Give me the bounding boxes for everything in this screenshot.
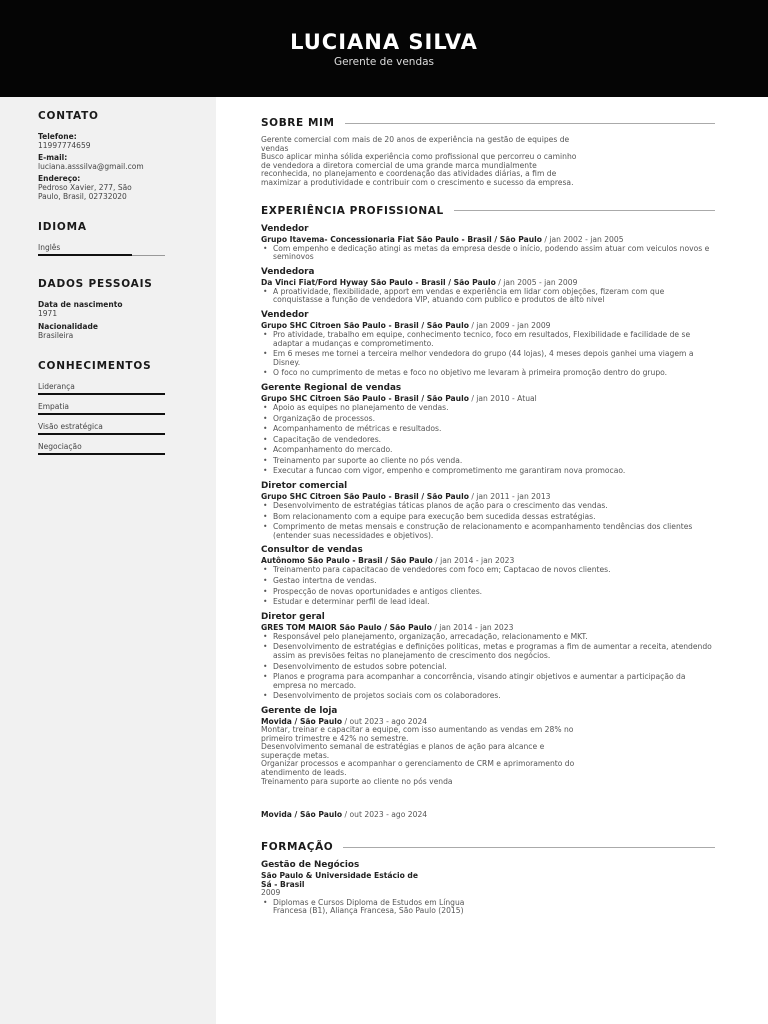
list-item: • Em 6 meses me tornei a terceira melhor vendedora do grupo (44 lojas), 4 meses depois ganhei uma viagem a Disney. <box>261 350 715 367</box>
job-description-line: atendimento de leads. <box>261 767 347 777</box>
job-dates: / jan 2014 - jan 2023 <box>431 622 514 632</box>
about-line: Busco aplicar minha sólida experiência como profissional que percorreu o caminho <box>261 152 577 162</box>
job-meta <box>261 556 715 565</box>
skill-level-bar <box>38 393 165 397</box>
skill-name: Empatia <box>38 402 70 411</box>
list-item: • Pro atividade, trabalho em equipe, conhecimento tecnico, foco em resultados, Flexibilidade e facilidade de se adaptar a mudanças e comprometimento. <box>261 331 715 348</box>
about-line: reconhecida, no planejamento e coordenação das atividades diárias, a fim de <box>261 169 557 179</box>
job-entry <box>261 310 715 378</box>
about-line: maximizar a produtividade e contribuir com o crescimento e sucesso da empresa. <box>261 177 574 187</box>
nationality-value: Brasileira <box>38 331 74 340</box>
list-item: • Treinamento par suporte ao cliente no pós venda. <box>261 457 715 466</box>
skill-item <box>38 442 192 457</box>
job-title: Gerente de loja <box>261 705 338 716</box>
skill-name: Liderança <box>38 382 75 391</box>
skills-section <box>38 360 192 457</box>
list-item: • Desenvolvimento de estratégias e definições politicas, metas e programas a fim de aumentar a receita, atendendo assim as previsões feitas no planejamento de crescimento dos negócios. <box>261 643 715 660</box>
list-item: • Capacitação de vendedores. <box>261 436 715 445</box>
job-title: Diretor geral <box>261 611 325 622</box>
job-company: Grupo SHC Citroen São Paulo - Brasil / São Paulo <box>261 393 469 403</box>
job-entry <box>261 545 715 606</box>
job-description-line: primeiro trimestre e 42% no semestre. <box>261 733 409 743</box>
sidebar <box>0 97 216 1024</box>
job-description <box>261 726 715 786</box>
job-title: Gerente Regional de vendas <box>261 382 402 393</box>
job-meta <box>261 394 715 403</box>
job-company: Movida / São Paulo <box>261 810 343 820</box>
job-bullets <box>261 404 715 476</box>
language-item <box>38 243 192 258</box>
birth-value: 1971 <box>38 309 58 318</box>
job-description-line: Organizar processos e acompanhar o gerenciamento de CRM e aprimoramento do <box>261 759 575 769</box>
personal-title: DADOS PESSOAIS <box>38 278 153 290</box>
list-item: • Responsável pelo planejamento, organização, arrecadação, relacionamento e MKT. <box>261 633 715 642</box>
email-value: luciana.asssilva@gmail.com <box>38 162 144 171</box>
job-description-line: Montar, treinar e capacitar a equipe, com isso aumentando as vendas em 28% no <box>261 724 574 734</box>
job-dates: / out 2023 - ago 2024 <box>342 716 428 726</box>
list-item: • Acompanhamento do mercado. <box>261 446 715 455</box>
skill-level-fill <box>38 393 165 395</box>
job-dates: / out 2023 - ago 2024 <box>342 810 428 820</box>
contact-title: CONTATO <box>38 110 99 122</box>
job-entry-last <box>261 706 715 786</box>
job-dates: / jan 2014 - jan 2023 <box>432 556 515 566</box>
job-entry <box>261 383 715 476</box>
skill-level-bar <box>38 453 165 457</box>
education-bullets <box>261 899 471 916</box>
personal-section <box>38 278 192 340</box>
list-item: • Desenvolvimento de estratégias táticas planos de ação para o crescimento das vendas. <box>261 502 715 511</box>
skill-name: Negociação <box>38 442 82 451</box>
job-meta <box>261 623 715 632</box>
candidate-role: Gerente de vendas <box>333 56 435 68</box>
job-company: Grupo Itavema- Concessionaria Fiat São Paulo - Brasil / São Paulo <box>261 234 542 244</box>
list-item: • Diplomas e Cursos Diploma de Estudos em Língua Francesa (B1), Aliança Francesa, São Paulo (2015) <box>261 899 471 916</box>
job-dates: / jan 2010 - Atual <box>468 393 537 403</box>
language-title: IDIOMA <box>38 221 87 233</box>
skills-title: CONHECIMENTOS <box>38 360 152 372</box>
job-description-line: Treinamento para suporte ao cliente no pós venda <box>261 776 453 786</box>
job-bullets <box>261 245 715 262</box>
job-description-line: Desenvolvimento semanal de estratégias e planos de ação para alcance e <box>261 742 545 752</box>
list-item: • Prospecção de novas oportunidades e antigos clientes. <box>261 588 715 597</box>
job-company: Da Vinci Fiat/Ford Hyway São Paulo - Brasil / São Paulo <box>261 277 496 287</box>
about-title: SOBRE MIM <box>261 117 335 129</box>
language-name: Inglês <box>38 243 61 252</box>
school-line-1: São Paulo & Universidade Estácio de <box>261 871 419 881</box>
job-bullets <box>261 566 715 606</box>
contact-section <box>38 110 192 201</box>
job-company: GRES TOM MAIOR São Paulo / São Paulo <box>261 622 432 632</box>
main-content <box>261 117 715 918</box>
school-line-2: Sá - Brasil <box>261 880 305 890</box>
job-dates: / jan 2011 - jan 2013 <box>468 492 551 502</box>
list-item: • Planos e programa para acompanhar a concorrência, visando atingir objetivos e aumentar a participação da empresa no mercado. <box>261 673 715 690</box>
job-meta-extra <box>261 810 715 819</box>
job-entry <box>261 481 715 540</box>
job-bullets <box>261 633 715 701</box>
experience-section-title <box>261 205 715 217</box>
birth-label: Data de nascimento <box>38 300 123 309</box>
job-entry <box>261 267 715 305</box>
experience-list <box>261 224 715 701</box>
job-bullets <box>261 331 715 378</box>
section-divider <box>343 847 715 848</box>
about-line: de vendedora a diretora comercial de uma grande marca mundialmente <box>261 160 537 170</box>
skill-name: Visão estratégica <box>38 422 103 431</box>
skill-level-bar <box>38 413 165 417</box>
skill-item <box>38 422 192 437</box>
list-item: • O foco no cumprimento de metas e foco no objetivo me levaram à primeira promoção dentro do grupo. <box>261 369 715 378</box>
address-label: Endereço: <box>38 174 81 183</box>
list-item: • Treinamento para capacitacao de vendedores com foco em; Captacao de novos clientes. <box>261 566 715 575</box>
section-divider <box>454 210 715 211</box>
experience-title: EXPERIÊNCIA PROFISSIONAL <box>261 204 444 217</box>
job-dates: / jan 2005 - jan 2009 <box>495 277 578 287</box>
skill-item <box>38 382 192 397</box>
degree-name: Gestão de Negócios <box>261 860 360 871</box>
job-dates: / jan 2002 - jan 2005 <box>541 234 624 244</box>
education-section-title <box>261 841 715 853</box>
skill-level-fill <box>38 433 165 435</box>
job-title: Vendedor <box>261 309 309 320</box>
candidate-name: LUCIANA SILVA <box>290 30 478 54</box>
education-title: FORMAÇÃO <box>261 841 334 854</box>
job-company: Autônomo São Paulo - Brasil / São Paulo <box>261 556 433 566</box>
list-item: • Acompanhamento de métricas e resultados. <box>261 425 715 434</box>
section-divider <box>345 123 715 124</box>
job-title: Consultor de vendas <box>261 545 363 556</box>
phone-value: 11997774659 <box>38 141 91 150</box>
job-company: Grupo SHC Citroen São Paulo - Brasil / São Paulo <box>261 492 469 502</box>
about-line: vendas <box>261 143 289 153</box>
job-title: Diretor comercial <box>261 481 348 492</box>
resume-header <box>0 0 768 97</box>
job-title: Vendedor <box>261 223 309 234</box>
list-item: • Comprimento de metas mensais e construção de relacionamento e acompanhamento tendências dos clientes (entender suas necessidades e objetivos). <box>261 523 715 540</box>
list-item: • Bom relacionamento com a equipe para execução bem sucedida dessas estratégias. <box>261 513 715 522</box>
list-item: • Desenvolvimento de projetos sociais com os colaboradores. <box>261 692 715 701</box>
job-bullets <box>261 288 715 305</box>
job-title: Vendedora <box>261 266 315 277</box>
skill-level-fill <box>38 453 165 455</box>
about-section-title <box>261 117 715 129</box>
list-item: • Executar a funcao com vigor, empenho e comprometimento me garantiram nova promocao. <box>261 467 715 476</box>
nationality-label: Nacionalidade <box>38 322 98 331</box>
job-entry <box>261 612 715 701</box>
address-line-1: Pedroso Xavier, 277, São <box>38 183 132 192</box>
job-bullets <box>261 502 715 540</box>
email-label: E-mail: <box>38 153 68 162</box>
list-item: • Desenvolvimento de estudos sobre potencial. <box>261 663 715 672</box>
education-year: 2009 <box>261 888 281 898</box>
about-line: Gerente comercial com mais de 20 anos de experiência na gestão de equipes de <box>261 135 570 144</box>
job-meta <box>261 235 715 244</box>
job-entry <box>261 224 715 262</box>
list-item: • Apoio as equipes no planejamento de vendas. <box>261 404 715 413</box>
address-line-2: Paulo, Brasil, 02732020 <box>38 192 127 201</box>
job-dates: / jan 2009 - jan 2009 <box>468 320 551 330</box>
job-company: Grupo SHC Citroen São Paulo - Brasil / São Paulo <box>261 320 469 330</box>
job-meta <box>261 321 715 330</box>
list-item: • Estudar e determinar perfil de lead ideal. <box>261 598 715 607</box>
phone-label: Telefone: <box>38 132 77 141</box>
job-meta <box>261 278 715 287</box>
skill-level-fill <box>38 413 165 415</box>
job-company: Movida / São Paulo <box>261 716 343 726</box>
list-item: • Organização de processos. <box>261 415 715 424</box>
skill-level-bar <box>38 433 165 437</box>
job-meta <box>261 492 715 501</box>
language-section <box>38 221 192 258</box>
about-text <box>261 136 715 188</box>
list-item: • Com empenho e dedicação atingi as metas da empresa desde o início, podendo assim atuar com veiculos novos e seminovos <box>261 245 715 262</box>
language-level-bar <box>38 254 165 258</box>
skill-item <box>38 402 192 417</box>
list-item: • A proatividade, flexibilidade, apport em vendas e experiência em lidar com objeções, fizeram com que conquistasse a função de vendedora VIP, atuando com publico e produtos de alto nivel <box>261 288 715 305</box>
job-description-line: superaçde metas. <box>261 750 330 760</box>
language-level-fill <box>38 254 132 256</box>
list-item: • Gestao intertna de vendas. <box>261 577 715 586</box>
